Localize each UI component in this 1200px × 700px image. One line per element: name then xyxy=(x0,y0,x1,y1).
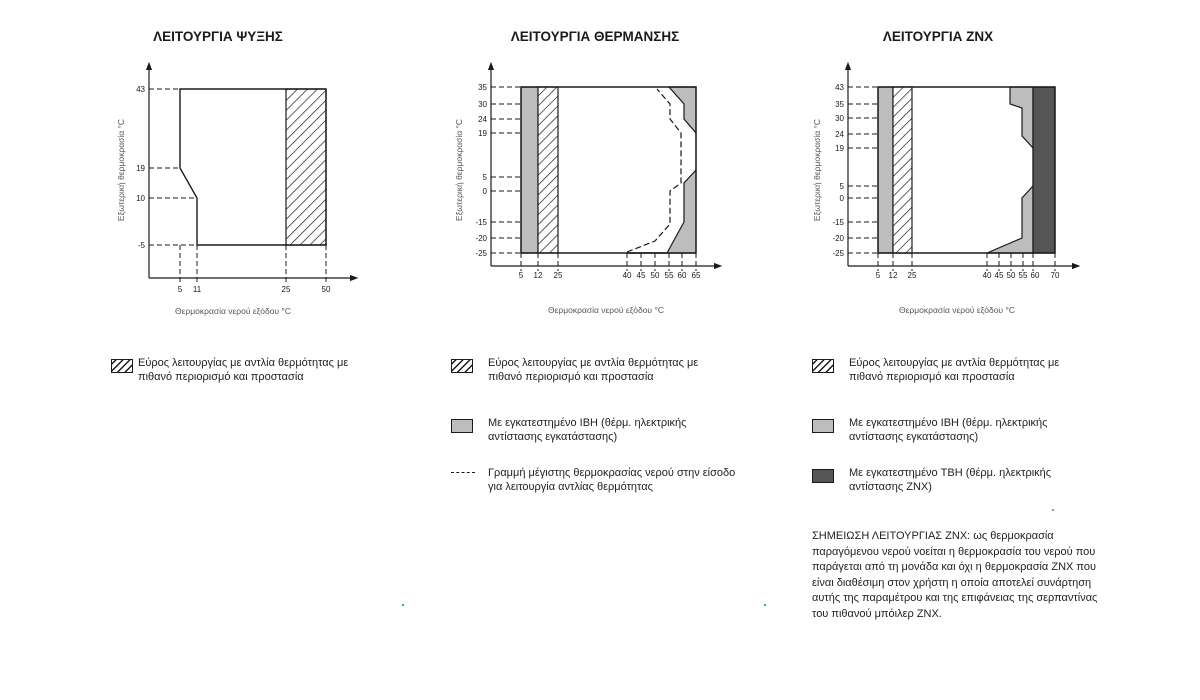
y-axis-label: Εξωτερική θερμοκρασία °C xyxy=(812,118,822,222)
stray-dot xyxy=(764,604,766,606)
y-tick-label: -15 xyxy=(475,218,487,227)
legend-text: Με εγκατεστημένο IBH (θέρμ. ηλεκτρικής αντίστασης εγκατάστασης) xyxy=(488,417,687,443)
x-tick-label: 65 xyxy=(691,271,701,280)
x-tick-label: 25 xyxy=(281,285,291,294)
legend-text: Με εγκατεστημένο IBH (θέρμ. ηλεκτρικής αντίστασης εγκατάστασης) xyxy=(849,417,1048,443)
ibh-region xyxy=(878,87,893,253)
tbh-region xyxy=(1033,87,1055,253)
x-tick-label: 55 xyxy=(664,271,674,280)
x-tick-label: 25 xyxy=(907,271,917,280)
y-axis-label: Εξωτερική θερμοκρασία °C xyxy=(116,118,126,222)
ibh-region xyxy=(987,87,1033,253)
hatch-swatch xyxy=(451,359,473,373)
ibh-swatch xyxy=(451,419,473,433)
chart-title: ΛΕΙΤΟΥΡΓΙΑ ΨΥΞΗΣ xyxy=(153,29,283,44)
y-tick-label: 19 xyxy=(136,164,145,173)
y-tick-label: 30 xyxy=(478,100,487,109)
tbh-swatch xyxy=(812,469,834,483)
y-tick-label: 0 xyxy=(482,187,487,196)
y-tick-label: -20 xyxy=(475,234,487,243)
x-tick-label: 50 xyxy=(321,285,331,294)
y-tick-label: 10 xyxy=(136,194,145,203)
y-tick-label: -15 xyxy=(832,218,844,227)
x-tick-label: 60 xyxy=(1030,271,1040,280)
hatch-swatch xyxy=(111,359,133,373)
y-tick-label: 5 xyxy=(482,173,487,182)
y-tick-label: 43 xyxy=(835,83,844,92)
x-tick-label: 40 xyxy=(982,271,992,280)
cooling-chart xyxy=(116,29,354,316)
y-tick-labels xyxy=(475,83,487,258)
y-tick-labels xyxy=(136,85,145,250)
y-tick-label: 35 xyxy=(835,100,844,109)
x-tick-label: 60 xyxy=(677,271,687,280)
x-axis-label: Θερμοκρασία νερού εξόδου °C xyxy=(899,305,1015,315)
legend-text: Γραμμή μέγιστης θερμοκρασίας νερού στην είσοδο για λειτουργία αντλίας θερμότητας xyxy=(488,467,736,493)
y-tick-label: 35 xyxy=(478,83,487,92)
x-tick-label: 45 xyxy=(636,271,646,280)
dashed-line-swatch xyxy=(451,472,475,473)
y-tick-label: 5 xyxy=(839,182,844,191)
x-tick-label: 25 xyxy=(553,271,563,280)
x-tick-label: 45 xyxy=(994,271,1004,280)
y-axis-label: Εξωτερική θερμοκρασία °C xyxy=(454,118,464,222)
y-tick-label: 24 xyxy=(478,115,487,124)
stray-dot xyxy=(1052,509,1054,511)
x-tick-label: 5 xyxy=(177,285,183,294)
x-tick-labels xyxy=(178,285,331,294)
x-axis-label: Θερμοκρασία νερού εξόδου °C xyxy=(548,305,664,315)
x-tick-label: 11 xyxy=(192,285,202,294)
ibh-swatch xyxy=(812,419,834,433)
x-tick-label: 12 xyxy=(533,271,543,280)
y-tick-label: -20 xyxy=(832,234,844,243)
legend-text: Εύρος λειτουργίας με αντλία θερμότητας με πιθανό περιορισμό και προστασία xyxy=(488,357,699,383)
x-axis-label: Θερμοκρασία νερού εξόδου °C xyxy=(175,306,291,316)
chart-title: ΛΕΙΤΟΥΡΓΙΑ ZNX xyxy=(882,29,994,44)
hatch-region xyxy=(893,87,912,253)
y-tick-label: 19 xyxy=(478,129,487,138)
y-tick-label: 0 xyxy=(839,194,844,203)
dhw-chart xyxy=(812,29,1076,315)
x-tick-label: 50 xyxy=(1006,271,1016,280)
ibh-region xyxy=(521,87,538,253)
x-tick-label: 70 xyxy=(1050,271,1060,280)
dhw-note: ΣΗΜΕΙΩΣΗ ΛΕΙΤΟΥΡΓΙΑΣ ZNX: ως θερμοκρασία παραγόμενου νερού νοείται η θερμοκρασία του νερού που παράγεται από τη μονάδα και όχι η θερμοκρασία ZNX που είναι διαθέσιμη στον χρήστη η οποία αποτελεί συνάρτηση αυτής της παραμέτρου και της επιφάνειας της σερπαντίνας του πιθανού μπόιλερ ZNX. xyxy=(812,530,1098,620)
x-tick-label: 40 xyxy=(622,271,632,280)
y-tick-label: 19 xyxy=(835,144,844,153)
x-tick-label: 55 xyxy=(1018,271,1028,280)
legend-text: Με εγκατεστημένο TBH (θέρμ. ηλεκτρικής αντίστασης ZNX) xyxy=(849,467,1052,493)
y-tick-labels xyxy=(832,83,844,258)
x-tick-label: 50 xyxy=(650,271,660,280)
y-tick-label: -25 xyxy=(832,249,844,258)
chart-title: ΛΕΙΤΟΥΡΓΙΑ ΘΕΡΜΑΝΣΗΣ xyxy=(510,29,680,44)
legend-text: Εύρος λειτουργίας με αντλία θερμότητας με πιθανό περιορισμό και προστασία xyxy=(849,357,1060,383)
x-tick-label: 5 xyxy=(518,271,524,280)
hatch-region xyxy=(538,87,558,253)
max-inlet-temp-line xyxy=(627,89,681,252)
stray-dot xyxy=(402,604,404,606)
x-tick-labels xyxy=(519,271,701,280)
x-tick-label: 12 xyxy=(888,271,898,280)
y-tick-label: 24 xyxy=(835,130,844,139)
y-tick-label: 43 xyxy=(136,85,145,94)
heating-chart xyxy=(454,29,718,315)
hatch-region xyxy=(286,89,326,245)
y-tick-label: 30 xyxy=(835,114,844,123)
y-tick-label: -25 xyxy=(475,249,487,258)
y-tick-label: -5 xyxy=(137,241,145,250)
x-tick-labels xyxy=(876,271,1060,280)
x-tick-label: 5 xyxy=(875,271,881,280)
hatch-swatch xyxy=(812,359,834,373)
legend-text: Εύρος λειτουργίας με αντλία θερμότητας με πιθανό περιορισμό και προστασία xyxy=(138,357,349,383)
